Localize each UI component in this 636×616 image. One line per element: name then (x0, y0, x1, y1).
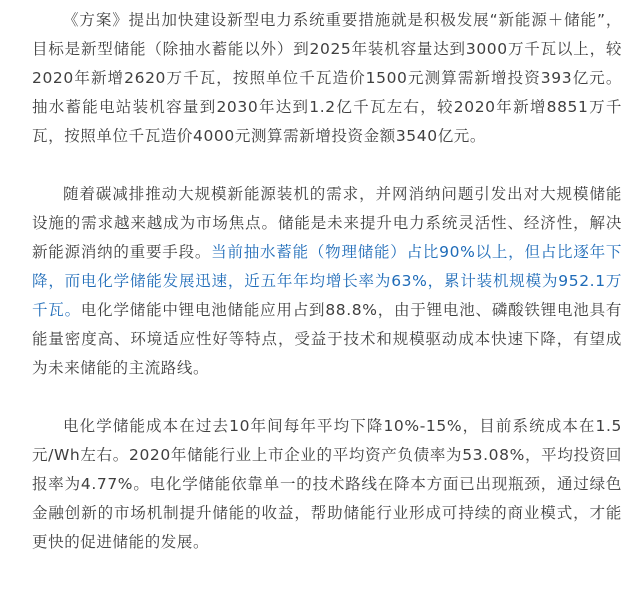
paragraph-1-text: 《方案》提出加快建设新型电力系统重要措施就是积极发展“新能源＋储能”，目标是新型储能（除抽水蓄能以外）到2025年装机容量达到3000万千瓦以上，较2020年新增2620万千瓦，按照单位千瓦造价1500元测算需新增投资393亿元。抽水蓄能电站装机容量到2030年达到1.2亿千瓦左右，较2020年新增8851万千瓦，按照单位千瓦造价4000元测算需新增投资金额3540亿元。 (32, 11, 622, 145)
paragraph-2-highlight: 当前抽水蓄能（物理储能）占比90%以上，但占比逐年下降，而电化学储能发展迅速，近五年年均增长率为63%，累计装机规模为952.1万千瓦。 (32, 243, 622, 319)
paragraph-2-text-a: 随着碳减排推动大规模新能源装机的需求，并网消纳问题引发出对大规模储能设施的需求越来越成为市场焦点。储能是未来提升电力系统灵活性、经济性，解决新能源消纳的重要手段。 (32, 185, 622, 261)
paragraph-3-text: 电化学储能成本在过去10年间每年平均下降10%-15%，目前系统成本在1.5元/Wh左右。2020年储能行业上市企业的平均资产负债率为53.08%，平均投资回报率为4.77%。电化学储能依靠单一的技术路线在降本方面已出现瓶颈，通过绿色金融创新的市场机制提升储能的收益，帮助储能行业形成可持续的商业模式，才能更快的促进储能的发展。 (32, 417, 622, 551)
paragraph-2-text-b: 电化学储能中锂电池储能应用占到88.8%，由于锂电池、磷酸铁锂电池具有能量密度高、环境适应性好等特点，受益于技术和规模驱动成本快速下降，有望成为未来储能的主流路线。 (32, 301, 622, 377)
paragraph-1 (32, 6, 622, 151)
paragraph-2 (32, 180, 622, 383)
paragraph-3 (32, 412, 622, 557)
